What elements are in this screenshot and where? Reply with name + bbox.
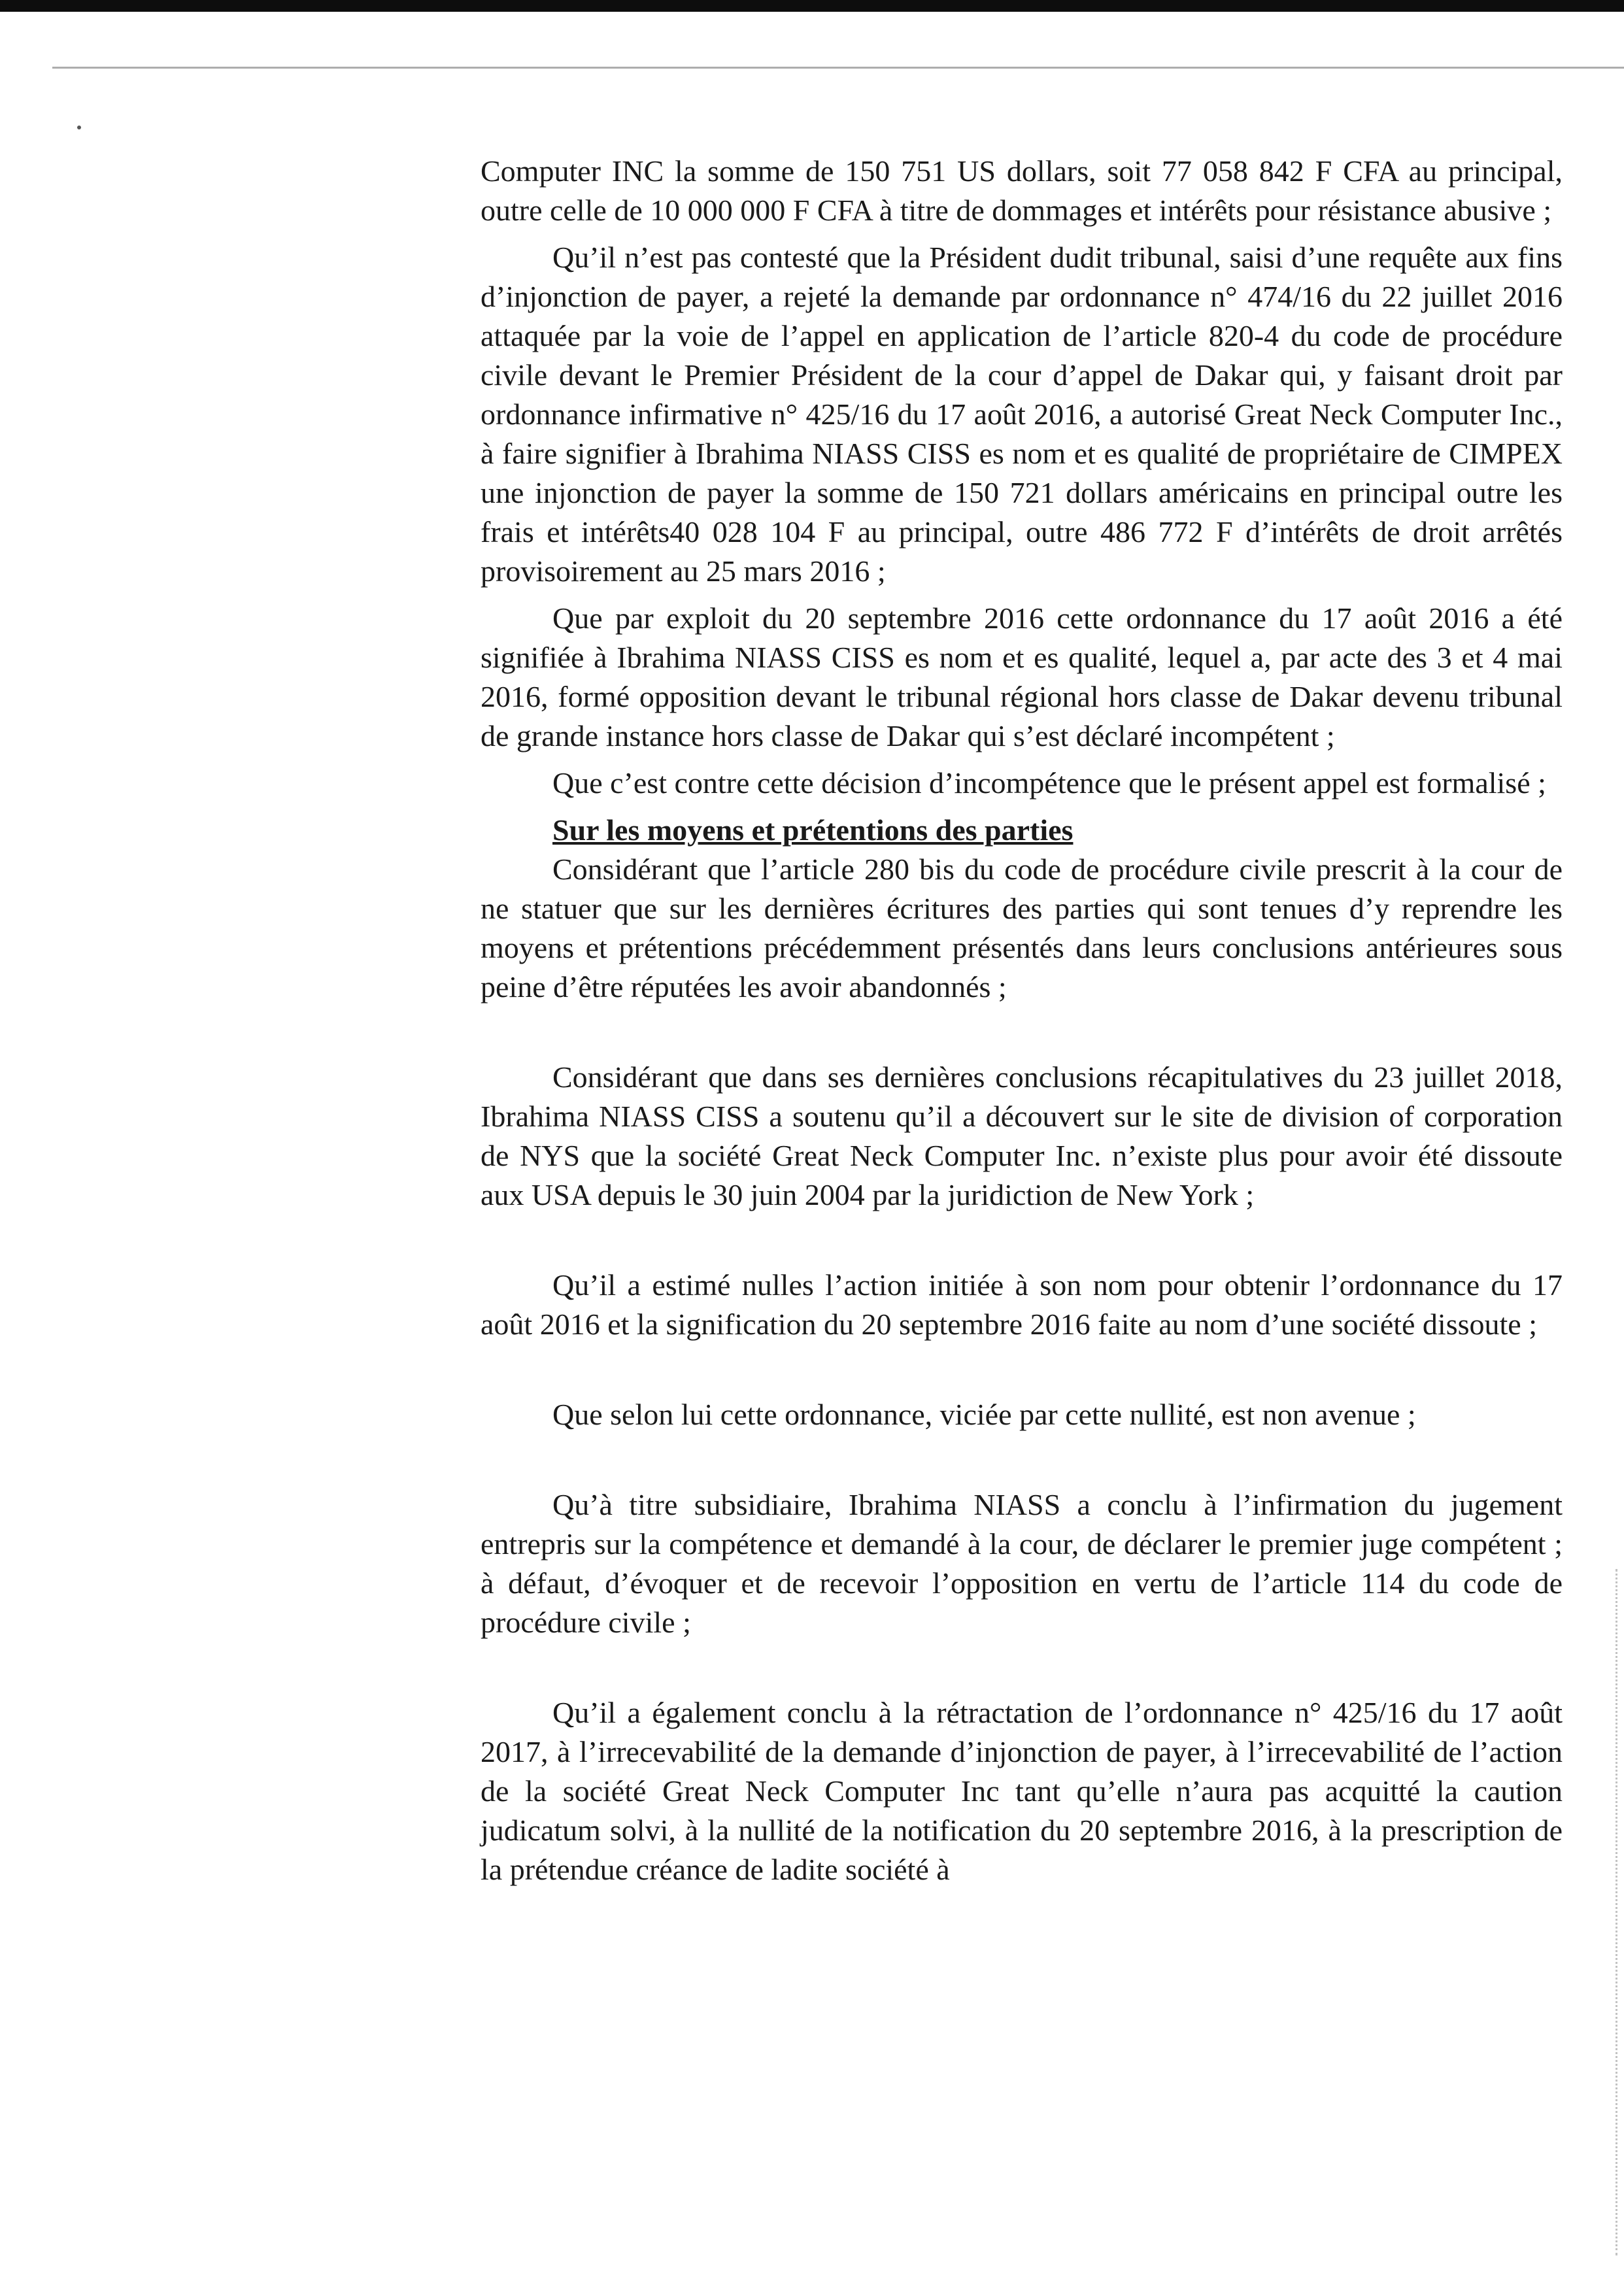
section-heading: Sur les moyens et prétentions des parties <box>552 813 1074 847</box>
paragraph-retractation: Qu’il a également conclu à la rétractation de l’ordonnance n° 425/16 du 17 août 2017, à l’irrecevabilité de la demande d’injonction de payer, à l’irrecevabilité de l’action de la société Great Neck Computer Inc tant qu’elle n’aura pas acquitté la caution judicatum solvi, à la nullité de la notification du 20 septembre 2016, à la prescription de la prétendue créance de ladite société à <box>481 1696 1563 1886</box>
paragraph-continuation: Computer INC la somme de 150 751 US dollars, soit 77 058 842 F CFA au principal, outre celle de 10 000 000 F CFA à titre de dommages et intérêts pour résistance abusive ; <box>481 154 1563 227</box>
paragraph-non-avenue: Que selon lui cette ordonnance, viciée par cette nullité, est non avenue ; <box>552 1398 1416 1431</box>
document-body <box>481 152 1563 1889</box>
paragraph-nullity: Qu’il a estimé nulles l’action initiée à son nom pour obtenir l’ordonnance du 17 août 2016 et la signification du 20 septembre 2016 faite au nom d’une société dissoute ; <box>481 1268 1563 1341</box>
scan-right-edge <box>1613 1569 1617 2255</box>
paragraph-appeal: Que c’est contre cette décision d’incompétence que le présent appel est formalisé ; <box>552 766 1546 800</box>
paragraph-injonction-history: Qu’il n’est pas contesté que la Président dudit tribunal, saisi d’une requête aux fins d’injonction de payer, a rejeté la demande par ordonnance n° 474/16 du 22 juillet 2016 attaquée par la voie de l’appel en application de l’article 820-4 du code de procédure civile devant le Premier Président de la cour d’appel de Dakar qui, y faisant droit par ordonnance infirmative n° 425/16 du 17 août 2016, a autorisé Great Neck Computer Inc., à faire signifier à Ibrahima NIASS CISS es nom et es qualité de propriétaire de CIMPEX une injonction de payer la somme de 150 721 dollars américains en principal outre les frais et intérêts40 028 104 F au principal, outre 486 772 F d’intérêts de droit arrêtés provisoirement au 25 mars 2016 ; <box>481 241 1563 588</box>
scan-top-border <box>0 0 1624 12</box>
paragraph-signification: Que par exploit du 20 septembre 2016 cette ordonnance du 17 août 2016 a été signifiée à Ibrahima NIASS CISS es nom et es qualité, lequel a, par acte des 3 et 4 mai 2016, formé opposition devant le tribunal régional hors classe de Dakar devenu tribunal de grande instance hors classe de Dakar qui s’est déclaré incompétent ; <box>481 601 1563 752</box>
paragraph-conclusions: Considérant que dans ses dernières conclusions récapitulatives du 23 juillet 2018, Ibrahima NIASS CISS a soutenu qu’il a découvert sur le site de division of corporation de NYS que la société Great Neck Computer Inc. n’existe plus pour avoir été dissoute aux USA depuis le 30 juin 2004 par la juridiction de New York ; <box>481 1060 1563 1211</box>
paragraph-subsidiary: Qu’à titre subsidiaire, Ibrahima NIASS a conclu à l’infirmation du jugement entrepris sur la compétence et demandé à la cour, de déclarer le premier juge compétent ; à défaut, d’évoquer et de recevoir l’opposition en vertu de l’article 114 du code de procédure civile ; <box>481 1488 1563 1639</box>
scan-speck <box>77 126 81 129</box>
scan-rule-line <box>52 67 1624 69</box>
paragraph-article-280: Considérant que l’article 280 bis du code de procédure civile prescrit à la cour de ne statuer que sur les dernières écritures des parties qui sont tenues d’y reprendre les moyens et prétentions précédemment présentés dans leurs conclusions antérieures sous peine d’être réputées les avoir abandonnés ; <box>481 852 1563 1004</box>
page-bottom-margin <box>481 2236 1563 2262</box>
